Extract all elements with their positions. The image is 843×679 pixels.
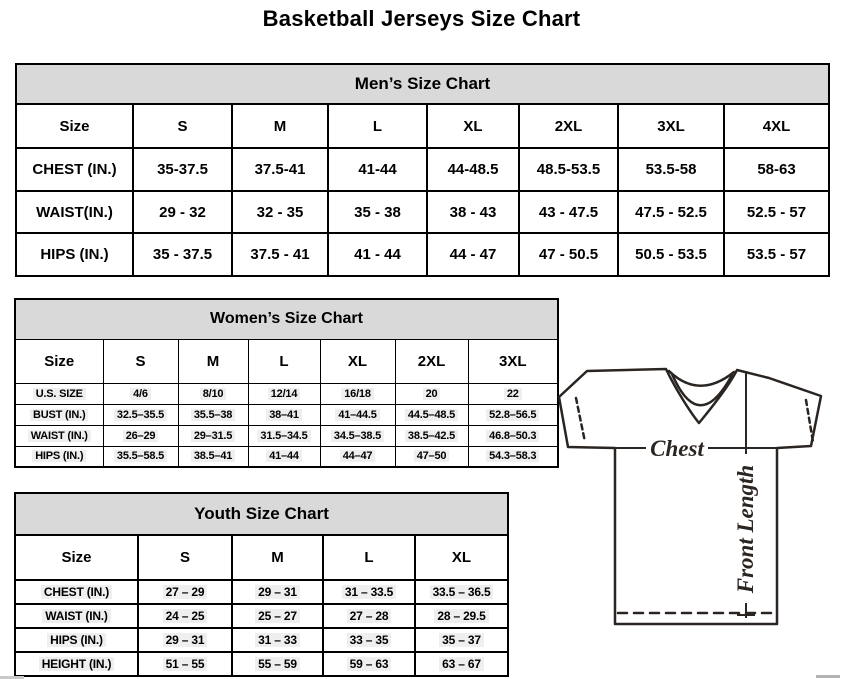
womens-cell bbox=[395, 446, 468, 467]
mens-cell: 29 - 32 bbox=[133, 191, 232, 233]
womens-cell bbox=[468, 425, 558, 446]
youth-cell-text: 29 – 31 bbox=[163, 633, 208, 647]
womens-row-label bbox=[15, 404, 103, 425]
mens-table-title: Men’s Size Chart bbox=[16, 64, 829, 104]
mens-col-header: M bbox=[232, 104, 328, 148]
womens-cell bbox=[248, 425, 320, 446]
youth-row bbox=[15, 628, 508, 652]
womens-cell-text: 34.5–38.5 bbox=[331, 430, 384, 442]
womens-cell-text: 35.5–38 bbox=[191, 409, 235, 421]
womens-cell bbox=[248, 383, 320, 404]
womens-cell bbox=[103, 425, 178, 446]
youth-cell bbox=[323, 628, 415, 652]
womens-row bbox=[15, 425, 558, 446]
womens-row-label bbox=[15, 383, 103, 404]
youth-cell-text: 31 – 33 bbox=[255, 633, 300, 647]
youth-row bbox=[15, 604, 508, 628]
womens-cell-text: 16/18 bbox=[341, 388, 374, 400]
mens-cell: 52.5 - 57 bbox=[724, 191, 829, 233]
womens-col-header: S bbox=[103, 339, 178, 383]
womens-col-header: 2XL bbox=[395, 339, 468, 383]
womens-cell bbox=[178, 383, 248, 404]
womens-cell-text: 29–31.5 bbox=[191, 430, 235, 442]
bottom-right-artifact-bar bbox=[816, 675, 840, 678]
womens-cell-text: 44.5–48.5 bbox=[405, 409, 458, 421]
mens-cell: 32 - 35 bbox=[232, 191, 328, 233]
youth-cell-text: 27 – 29 bbox=[163, 585, 208, 599]
womens-cell-text: 38.5–42.5 bbox=[405, 430, 458, 442]
womens-cell-text: 44–47 bbox=[340, 450, 376, 462]
womens-cell-text: 26–29 bbox=[123, 430, 159, 442]
womens-cell-text: HIPS (IN.) bbox=[32, 450, 86, 462]
youth-cell bbox=[232, 628, 323, 652]
womens-cell bbox=[178, 404, 248, 425]
womens-row-label bbox=[15, 446, 103, 467]
womens-cell-text: 46.8–50.3 bbox=[486, 430, 539, 442]
mens-cell: 58-63 bbox=[724, 148, 829, 191]
mens-row bbox=[16, 233, 829, 276]
youth-cell bbox=[138, 580, 232, 604]
youth-cell-text: CHEST (IN.) bbox=[41, 585, 112, 599]
womens-cell-text: U.S. SIZE bbox=[33, 388, 86, 400]
mens-cell: 41 - 44 bbox=[328, 233, 427, 276]
mens-col-header: L bbox=[328, 104, 427, 148]
mens-size-chart-section bbox=[15, 63, 830, 277]
mens-row-label: CHEST (IN.) bbox=[16, 148, 133, 191]
womens-cell bbox=[248, 404, 320, 425]
youth-header-row bbox=[15, 535, 508, 580]
womens-row bbox=[15, 404, 558, 425]
youth-cell-text: 27 – 28 bbox=[347, 609, 392, 623]
mens-cell: 48.5-53.5 bbox=[519, 148, 618, 191]
womens-col-header: XL bbox=[320, 339, 395, 383]
youth-cell bbox=[138, 652, 232, 676]
jersey-diagram-icon bbox=[556, 362, 842, 632]
womens-cell-text: 41–44 bbox=[266, 450, 302, 462]
womens-cell-text: 22 bbox=[504, 388, 522, 400]
womens-cell-text: 4/6 bbox=[130, 388, 151, 400]
mens-cell: 53.5 - 57 bbox=[724, 233, 829, 276]
womens-table-title: Women’s Size Chart bbox=[15, 299, 558, 339]
womens-col-header: M bbox=[178, 339, 248, 383]
womens-size-chart-section bbox=[14, 298, 559, 468]
youth-cell-text: HIPS (IN.) bbox=[47, 633, 106, 647]
womens-cell bbox=[468, 446, 558, 467]
page-title: Basketball Jerseys Size Chart bbox=[262, 6, 581, 31]
womens-cell-text: WAIST (IN.) bbox=[28, 430, 91, 442]
mens-cell: 37.5 - 41 bbox=[232, 233, 328, 276]
mens-cell: 47 - 50.5 bbox=[519, 233, 618, 276]
womens-cell-text: 47–50 bbox=[414, 450, 450, 462]
womens-cell bbox=[320, 404, 395, 425]
womens-cell-text: 38.5–41 bbox=[191, 450, 235, 462]
youth-cell bbox=[323, 580, 415, 604]
youth-col-header: L bbox=[323, 535, 415, 580]
youth-row-label bbox=[15, 604, 138, 628]
youth-cell-text: 31 – 33.5 bbox=[342, 585, 396, 599]
mens-col-header: Size bbox=[16, 104, 133, 148]
youth-cell-text: 63 – 67 bbox=[439, 657, 484, 671]
womens-cell-text: BUST (IN.) bbox=[30, 409, 88, 421]
youth-cell bbox=[415, 628, 508, 652]
youth-cell bbox=[232, 580, 323, 604]
youth-size-chart-section bbox=[14, 492, 509, 677]
mens-cell: 53.5-58 bbox=[618, 148, 724, 191]
youth-cell bbox=[323, 604, 415, 628]
womens-cell bbox=[320, 446, 395, 467]
womens-row bbox=[15, 446, 558, 467]
womens-cell-text: 35.5–58.5 bbox=[114, 450, 167, 462]
mens-row-label: WAIST(IN.) bbox=[16, 191, 133, 233]
youth-cell-text: 35 – 37 bbox=[439, 633, 484, 647]
youth-col-header: S bbox=[138, 535, 232, 580]
womens-row bbox=[15, 383, 558, 404]
mens-cell: 35-37.5 bbox=[133, 148, 232, 191]
mens-cell: 35 - 37.5 bbox=[133, 233, 232, 276]
youth-row bbox=[15, 580, 508, 604]
mens-col-header: 3XL bbox=[618, 104, 724, 148]
mens-col-header: S bbox=[133, 104, 232, 148]
youth-col-header: Size bbox=[15, 535, 138, 580]
mens-col-header: XL bbox=[427, 104, 519, 148]
womens-size-table bbox=[14, 298, 559, 468]
youth-row bbox=[15, 652, 508, 676]
womens-col-header: Size bbox=[15, 339, 103, 383]
mens-col-header: 2XL bbox=[519, 104, 618, 148]
womens-row-label bbox=[15, 425, 103, 446]
youth-col-header: M bbox=[232, 535, 323, 580]
womens-cell bbox=[395, 383, 468, 404]
womens-cell bbox=[103, 383, 178, 404]
youth-cell bbox=[415, 580, 508, 604]
mens-header-row bbox=[16, 104, 829, 148]
womens-cell-text: 54.3–58.3 bbox=[486, 450, 539, 462]
womens-cell-text: 41–44.5 bbox=[335, 409, 379, 421]
womens-header-row bbox=[15, 339, 558, 383]
front-length-label: Front Length bbox=[733, 464, 758, 594]
womens-cell-text: 20 bbox=[423, 388, 441, 400]
youth-cell bbox=[415, 604, 508, 628]
mens-cell: 35 - 38 bbox=[328, 191, 427, 233]
womens-cell bbox=[178, 425, 248, 446]
chest-label: Chest bbox=[650, 436, 704, 461]
womens-cell bbox=[395, 404, 468, 425]
youth-cell-text: 51 – 55 bbox=[163, 657, 208, 671]
youth-cell-text: 28 – 29.5 bbox=[434, 609, 488, 623]
youth-cell-text: 55 – 59 bbox=[255, 657, 300, 671]
youth-cell bbox=[138, 604, 232, 628]
mens-row bbox=[16, 191, 829, 233]
youth-cell bbox=[415, 652, 508, 676]
mens-cell: 44 - 47 bbox=[427, 233, 519, 276]
youth-cell bbox=[323, 652, 415, 676]
youth-col-header: XL bbox=[415, 535, 508, 580]
right-cuff-seam-icon bbox=[806, 400, 813, 442]
womens-cell bbox=[248, 446, 320, 467]
womens-cell-text: 12/14 bbox=[268, 388, 301, 400]
womens-cell bbox=[395, 425, 468, 446]
youth-cell bbox=[138, 628, 232, 652]
womens-col-header: 3XL bbox=[468, 339, 558, 383]
mens-cell: 37.5-41 bbox=[232, 148, 328, 191]
mens-cell: 38 - 43 bbox=[427, 191, 519, 233]
mens-cell: 47.5 - 52.5 bbox=[618, 191, 724, 233]
left-cuff-seam-icon bbox=[576, 398, 585, 442]
womens-cell-text: 32.5–35.5 bbox=[114, 409, 167, 421]
youth-cell-text: 33 – 35 bbox=[347, 633, 392, 647]
youth-cell bbox=[232, 652, 323, 676]
mens-row bbox=[16, 148, 829, 191]
youth-cell-text: 33.5 – 36.5 bbox=[430, 585, 494, 599]
youth-cell-text: 25 – 27 bbox=[255, 609, 300, 623]
youth-cell-text: 24 – 25 bbox=[163, 609, 208, 623]
womens-cell bbox=[320, 383, 395, 404]
womens-cell bbox=[468, 383, 558, 404]
mens-size-table bbox=[15, 63, 830, 277]
youth-row-label bbox=[15, 628, 138, 652]
womens-cell bbox=[178, 446, 248, 467]
youth-cell-text: 59 – 63 bbox=[347, 657, 392, 671]
youth-size-table bbox=[14, 492, 509, 677]
youth-row-label bbox=[15, 652, 138, 676]
youth-cell bbox=[232, 604, 323, 628]
mens-cell: 50.5 - 53.5 bbox=[618, 233, 724, 276]
mens-col-header: 4XL bbox=[724, 104, 829, 148]
mens-row-label: HIPS (IN.) bbox=[16, 233, 133, 276]
collar-arc-icon bbox=[669, 371, 734, 386]
mens-cell: 43 - 47.5 bbox=[519, 191, 618, 233]
womens-col-header: L bbox=[248, 339, 320, 383]
jersey-outline-icon bbox=[559, 369, 821, 624]
womens-cell bbox=[103, 446, 178, 467]
womens-cell bbox=[320, 425, 395, 446]
womens-cell bbox=[468, 404, 558, 425]
youth-cell-text: WAIST (IN.) bbox=[42, 609, 110, 623]
womens-cell-text: 52.8–56.5 bbox=[486, 409, 539, 421]
youth-cell-text: HEIGHT (IN.) bbox=[39, 657, 115, 671]
youth-cell-text: 29 – 31 bbox=[255, 585, 300, 599]
womens-cell-text: 38–41 bbox=[266, 409, 302, 421]
womens-cell bbox=[103, 404, 178, 425]
mens-cell: 41-44 bbox=[328, 148, 427, 191]
youth-row-label bbox=[15, 580, 138, 604]
youth-table-title: Youth Size Chart bbox=[15, 493, 508, 535]
mens-cell: 44-48.5 bbox=[427, 148, 519, 191]
womens-cell-text: 8/10 bbox=[200, 388, 227, 400]
womens-cell-text: 31.5–34.5 bbox=[257, 430, 310, 442]
